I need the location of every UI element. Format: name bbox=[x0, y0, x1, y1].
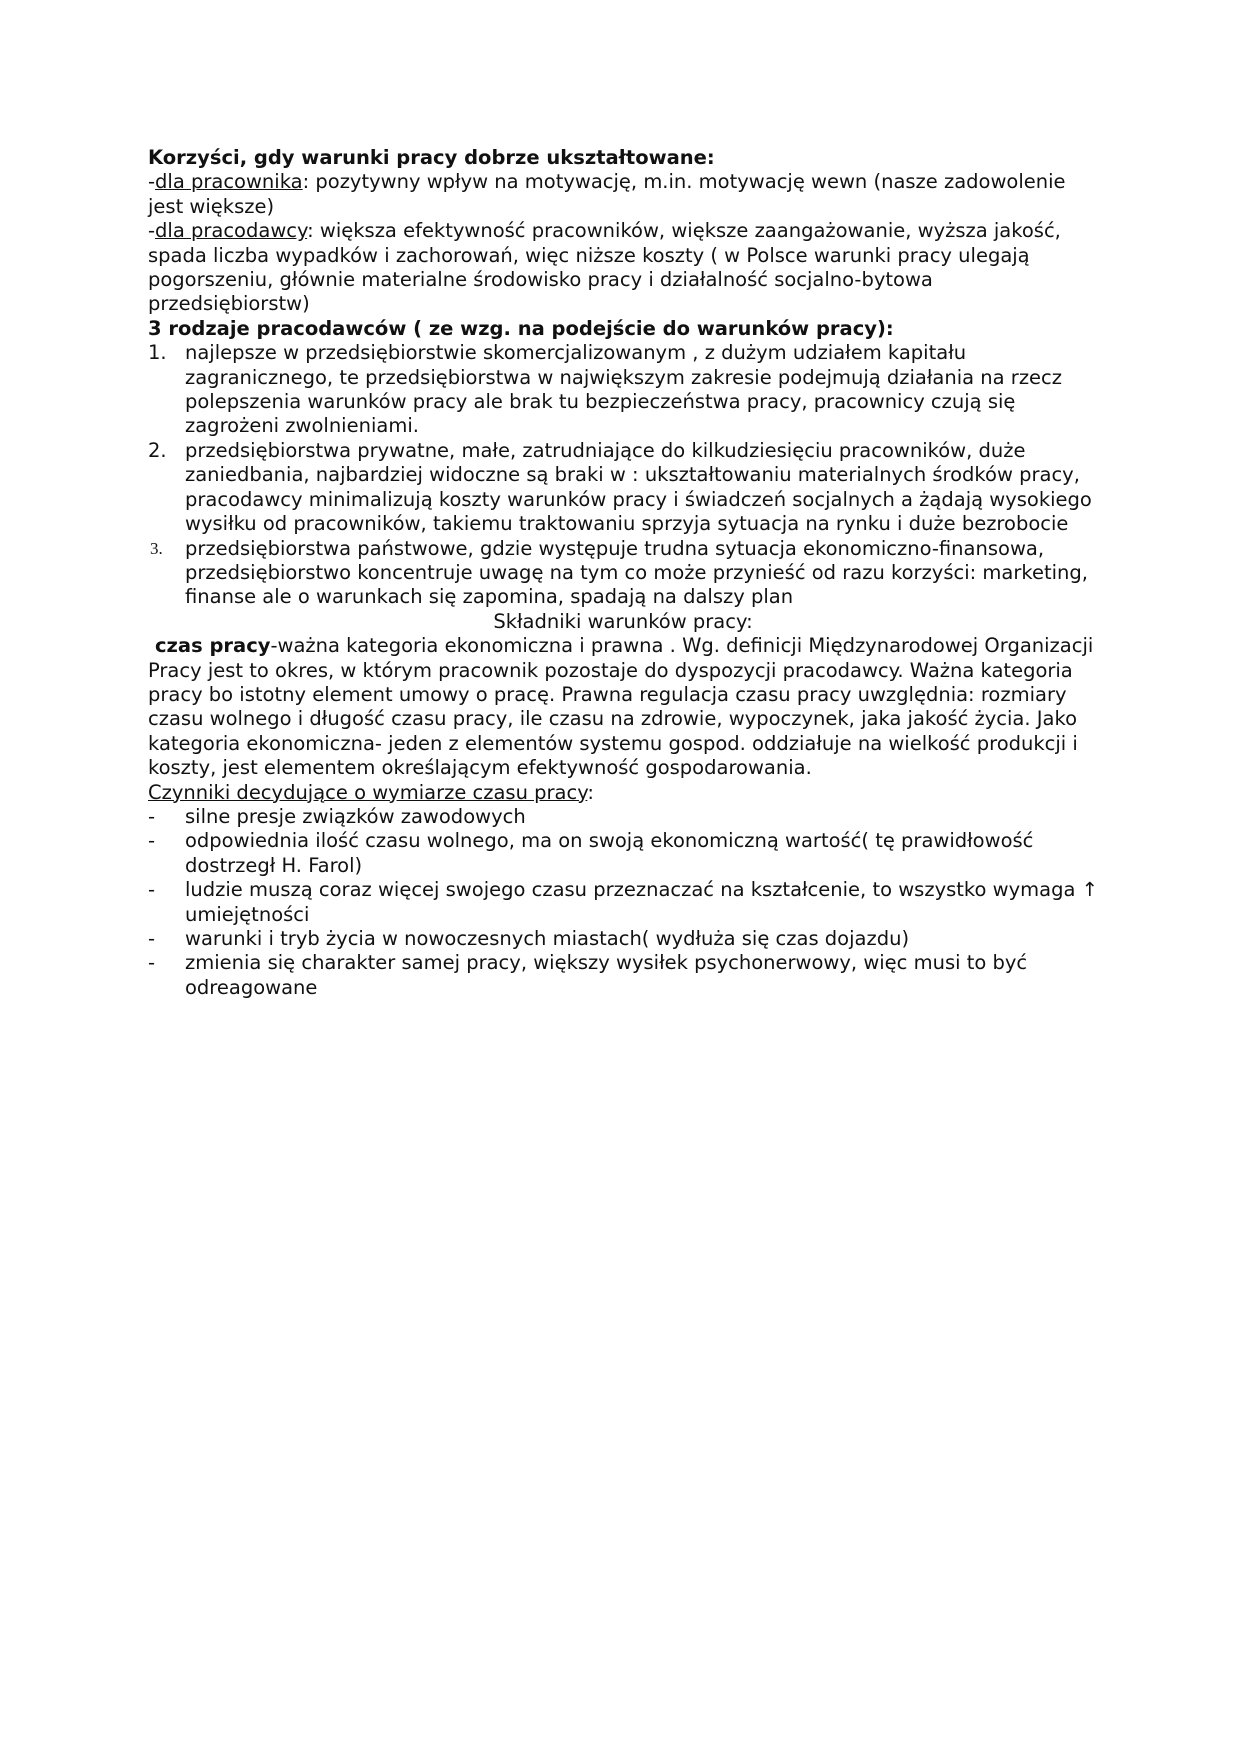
list-item-text: warunki i tryb życia w nowoczesnych miastach( wydłuża się czas dojazdu) bbox=[185, 927, 910, 950]
list-item-text: silne presje związków zawodowych bbox=[185, 804, 526, 828]
employer-types-heading: 3 rodzaje pracodawców ( ze wzg. na podejście do warunków pracy): bbox=[148, 316, 894, 340]
list-item bbox=[148, 878, 1098, 927]
benefit-employee-paragraph bbox=[148, 170, 1098, 219]
document-page bbox=[148, 146, 1098, 1000]
bullet-dash: - bbox=[148, 927, 156, 950]
benefit-employer-label: dla pracodawcy bbox=[155, 219, 308, 243]
list-item bbox=[148, 927, 1098, 951]
benefit-employee-prefix: - bbox=[148, 170, 156, 194]
list-item bbox=[148, 805, 1098, 829]
work-time-text: -ważna kategoria ekonomiczna i prawna . Wg. definicji Międzynarodowej Organizacji Pracy jest to okres, w którym pracownik pozostaje do dyspozycji pracodawcy. Ważna kategoria pracy bo istotny element umowy o pracę. Prawna regulacja czasu pracy uwzględnia: rozmiary czasu wolnego i długość czasu pracy, ile czasu na zdrowie, wypoczynek, jaka jakość życia. Jako kategoria ekonomiczna- jeden z elementów systemu gospod. oddziałuje na wielkość produkcji i koszty, jest elementem określającym efektywność gospodarowania. bbox=[148, 634, 1094, 780]
benefit-employee-text: : pozytywny wpływ na motywację, m.in. motywację wewn (nasze zadowolenie jest większe) bbox=[148, 170, 1066, 218]
list-item bbox=[148, 537, 1098, 610]
list-item-text: przedsiębiorstwa prywatne, małe, zatrudniające do kilkudziesięciu pracowników, duże zaniedbania, najbardziej widoczne są braki w : ukształtowaniu materialnych środków pracy, pracodawcy minimalizują koszty warunków pracy i świadczeń socjalnych a żądają wysokiego wysiłku od pracowników, takiemu traktowaniu sprzyja sytuacja na rynku i duże bezrobocie bbox=[185, 438, 1092, 536]
list-item-text: zmienia się charakter samej pracy, większy wysiłek psychonerwowy, więc musi to być odreagowane bbox=[185, 951, 1028, 999]
list-item-number: 3. bbox=[150, 538, 163, 558]
benefit-employee-label: dla pracownika bbox=[155, 170, 303, 194]
work-time-paragraph bbox=[148, 634, 1098, 780]
list-item-number: 2. bbox=[148, 438, 167, 462]
components-heading: Składniki warunków pracy: bbox=[493, 609, 753, 633]
bullet-dash: - bbox=[148, 829, 156, 853]
employer-types-list bbox=[148, 341, 1098, 609]
factors-list bbox=[148, 805, 1098, 1000]
list-item bbox=[148, 951, 1098, 1000]
work-time-term: czas pracy bbox=[155, 634, 271, 658]
list-item-text: przedsiębiorstwa państwowe, gdzie występuje trudna sytuacja ekonomiczno-finansowa, przedsiębiorstwo koncentruje uwagę na tym co może przynieść od razu korzyści: marketing, finanse ale o warunkach się zapomina, spadają na dalszy plan bbox=[185, 536, 1088, 609]
list-item-text: najlepsze w przedsiębiorstwie skomercjalizowanym , z dużym udziałem kapitału zagranicznego, te przedsiębiorstwa w największym zakresie podejmują działania na rzecz polepszenia warunków pracy ale brak tu bezpieczeństwa pracy, pracownicy czują się zagrożeni zwolnieniami. bbox=[185, 341, 1063, 438]
list-item-text: ludzie muszą coraz więcej swojego czasu przeznaczać na kształcenie, to wszystko wymaga ↑ umiejętności bbox=[185, 878, 1098, 926]
benefit-employer-text: : większa efektywność pracowników, większe zaangażowanie, wyższa jakość, spada liczba wypadków i zachorowań, więc niższe koszty ( w Polsce warunki pracy ulegają pogorszeniu, głównie materialne środowisko pracy i działalność socjalno-bytowa przedsiębiorstw) bbox=[148, 219, 1061, 316]
list-item bbox=[148, 341, 1098, 439]
factors-heading bbox=[148, 781, 1098, 805]
bullet-dash: - bbox=[148, 951, 156, 975]
bullet-dash: - bbox=[148, 878, 156, 902]
bullet-dash: - bbox=[148, 804, 156, 828]
benefit-employer-prefix: - bbox=[148, 219, 156, 243]
benefit-employer-paragraph bbox=[148, 219, 1098, 317]
list-item-number: 1. bbox=[148, 341, 167, 365]
list-item bbox=[148, 829, 1098, 878]
factors-title-suffix: : bbox=[587, 780, 594, 804]
list-item bbox=[148, 439, 1098, 537]
list-item-text: odpowiednia ilość czasu wolnego, ma on swoją ekonomiczną wartość( tę prawidłowość dostrzegł H. Farol) bbox=[185, 829, 1034, 877]
factors-title: Czynniki decydujące o wymiarze czasu pracy bbox=[148, 780, 588, 804]
benefits-heading: Korzyści, gdy warunki pracy dobrze ukształtowane: bbox=[148, 146, 715, 169]
